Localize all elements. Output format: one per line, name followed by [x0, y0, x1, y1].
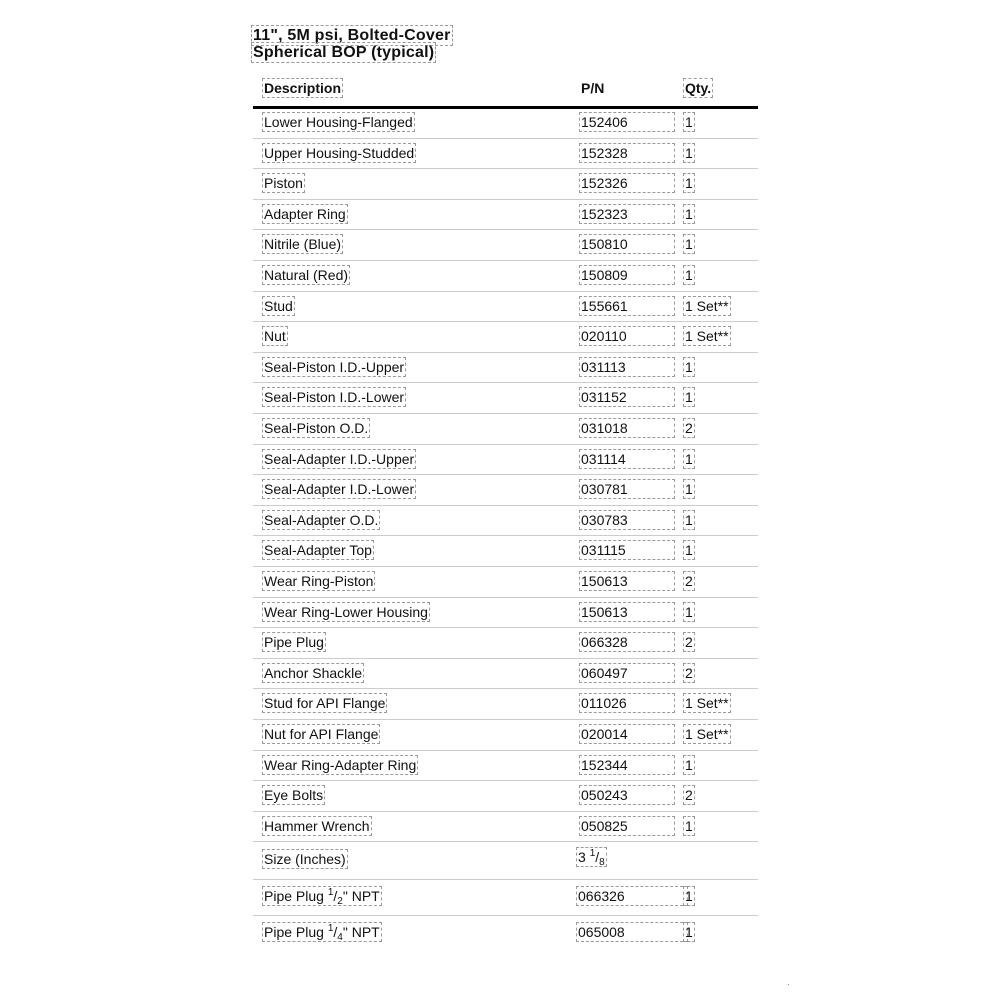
row-description: Seal-Adapter O.D.: [264, 511, 379, 528]
row-part-number: 152326: [581, 175, 673, 191]
row-description: Eye Bolts: [264, 787, 324, 804]
row-quantity: 1: [685, 817, 693, 834]
row-description: Wear Ring-Piston: [264, 573, 374, 589]
size-whole: 3: [578, 849, 586, 865]
row-quantity: 1: [685, 144, 693, 161]
row-quantity: 1: [685, 175, 693, 192]
row-part-number: 152328: [581, 145, 673, 161]
row-quantity: 1: [685, 205, 693, 222]
row-part-number: 031114: [581, 451, 673, 467]
row-quantity: 1: [685, 924, 693, 940]
row-part-number: 050243: [581, 787, 673, 803]
table-row: [253, 536, 758, 567]
size-label: Size (Inches): [264, 851, 346, 867]
row-description: Nitrile (Blue): [264, 236, 342, 253]
document-title: [253, 27, 451, 61]
row-part-number: 020014: [581, 726, 673, 742]
table-row: [253, 261, 758, 292]
header-quantity: Qty.: [685, 80, 712, 96]
row-description: Anchor Shackle: [264, 664, 363, 681]
table-row-pipe-plug-quarter: [253, 916, 758, 951]
table-row: [253, 169, 758, 200]
row-description: Natural (Red): [264, 267, 349, 283]
row-quantity: 1 Set**: [685, 695, 729, 712]
table-row: [253, 720, 758, 751]
row-description: Wear Ring-Adapter Ring: [264, 756, 417, 773]
size-value: 3 $^1/_8$: [578, 848, 605, 868]
stray-mark: ·: [787, 980, 790, 989]
row-quantity: 2: [685, 787, 693, 804]
row-description: Upper Housing-Studded: [264, 144, 415, 161]
row-part-number: 011026: [581, 695, 673, 711]
row-part-number: 150810: [581, 236, 673, 252]
table-row: [253, 292, 758, 323]
table-row: [253, 812, 758, 843]
row-quantity: 1: [685, 358, 693, 375]
row-description: Seal-Adapter I.D.-Upper: [264, 450, 415, 467]
row-part-number: 030781: [581, 481, 673, 497]
row-part-number: 065008: [578, 924, 686, 940]
row-quantity: 1 Set**: [685, 297, 729, 314]
row-quantity: 1: [685, 267, 693, 283]
row-description: Seal-Piston O.D.: [264, 420, 369, 436]
table-row: [253, 659, 758, 690]
table-row: [253, 506, 758, 537]
row-quantity: 2: [685, 420, 693, 436]
row-part-number: 150613: [581, 573, 673, 589]
row-quantity: 1: [685, 236, 693, 253]
row-quantity: 1: [685, 389, 693, 406]
table-row-pipe-plug-half: [253, 880, 758, 916]
row-part-number: 020110: [581, 328, 673, 344]
row-quantity: 2: [685, 664, 693, 681]
row-part-number: 030783: [581, 512, 673, 528]
size-denominator: 8: [599, 857, 605, 868]
title-line-1: 11", 5M psi, Bolted-Cover: [253, 27, 451, 44]
row-part-number: 150613: [581, 604, 673, 620]
row-quantity: 1: [685, 542, 693, 559]
table-row: [253, 353, 758, 384]
row-description: Seal-Adapter I.D.-Lower: [264, 481, 415, 498]
row-part-number: 150809: [581, 267, 673, 283]
table-row: [253, 322, 758, 353]
size-numerator: 1: [589, 848, 596, 859]
row-part-number: 031152: [581, 389, 673, 405]
row-quantity: 1 Set**: [685, 328, 729, 345]
row-part-number: 152406: [581, 114, 673, 130]
table-row: [253, 567, 758, 598]
row-quantity: 1: [685, 511, 693, 528]
row-quantity: 1: [685, 603, 693, 620]
table-row: [253, 598, 758, 629]
row-description: Pipe Plug: [264, 634, 324, 651]
row-part-number: 031018: [581, 420, 673, 436]
title-line-2: Spherical BOP (typical): [253, 44, 435, 61]
table-row: [253, 781, 758, 812]
row-part-number: 060497: [581, 665, 673, 681]
table-row: [253, 200, 758, 231]
row-quantity: 1: [685, 481, 693, 498]
table-header: [253, 78, 758, 109]
row-part-number: 152323: [581, 206, 673, 222]
table-row: [253, 108, 758, 139]
row-part-number: 152344: [581, 757, 673, 773]
row-part-number: 066328: [581, 634, 673, 650]
row-part-number: 155661: [581, 298, 673, 314]
table-row-size: [253, 843, 758, 880]
row-quantity: 1: [685, 450, 693, 467]
table-row: [253, 230, 758, 261]
row-quantity: 1: [685, 756, 693, 773]
row-description: Pipe Plug $^1/_2$" NPT: [264, 887, 380, 907]
row-description: Pipe Plug $^1/_4$" NPT: [264, 923, 380, 943]
row-description: Seal-Adapter Top: [264, 542, 372, 559]
row-description: Seal-Piston I.D.-Upper: [264, 358, 405, 375]
header-part-number: P/N: [581, 80, 605, 96]
row-quantity: 2: [685, 573, 693, 589]
table-row: [253, 689, 758, 720]
row-description: Stud for API Flange: [264, 695, 386, 712]
table-row: [253, 751, 758, 782]
header-description: Description: [264, 80, 342, 96]
row-part-number: 066326: [578, 888, 686, 904]
row-description: Nut: [264, 328, 286, 345]
row-description: Stud: [264, 297, 293, 314]
table-row: [253, 414, 758, 445]
row-description: Wear Ring-Lower Housing: [264, 603, 428, 620]
row-description: Adapter Ring: [264, 205, 346, 222]
row-quantity: 1: [685, 888, 693, 904]
row-description: Hammer Wrench: [264, 817, 370, 834]
row-quantity: 2: [685, 634, 693, 651]
table-row: [253, 475, 758, 506]
row-part-number: 031115: [581, 542, 673, 558]
row-description: Lower Housing-Flanged: [264, 114, 413, 130]
table-row: [253, 445, 758, 476]
table-row: [253, 139, 758, 170]
row-description: Seal-Piston I.D.-Lower: [264, 389, 405, 406]
table-row: [253, 628, 758, 659]
row-part-number: 031113: [581, 359, 673, 375]
table-row: [253, 383, 758, 414]
row-part-number: 050825: [581, 818, 673, 834]
row-description: Nut for API Flange: [264, 726, 379, 742]
row-description: Piston: [264, 175, 303, 192]
row-quantity: 1: [685, 114, 693, 130]
row-quantity: 1 Set**: [685, 726, 729, 742]
